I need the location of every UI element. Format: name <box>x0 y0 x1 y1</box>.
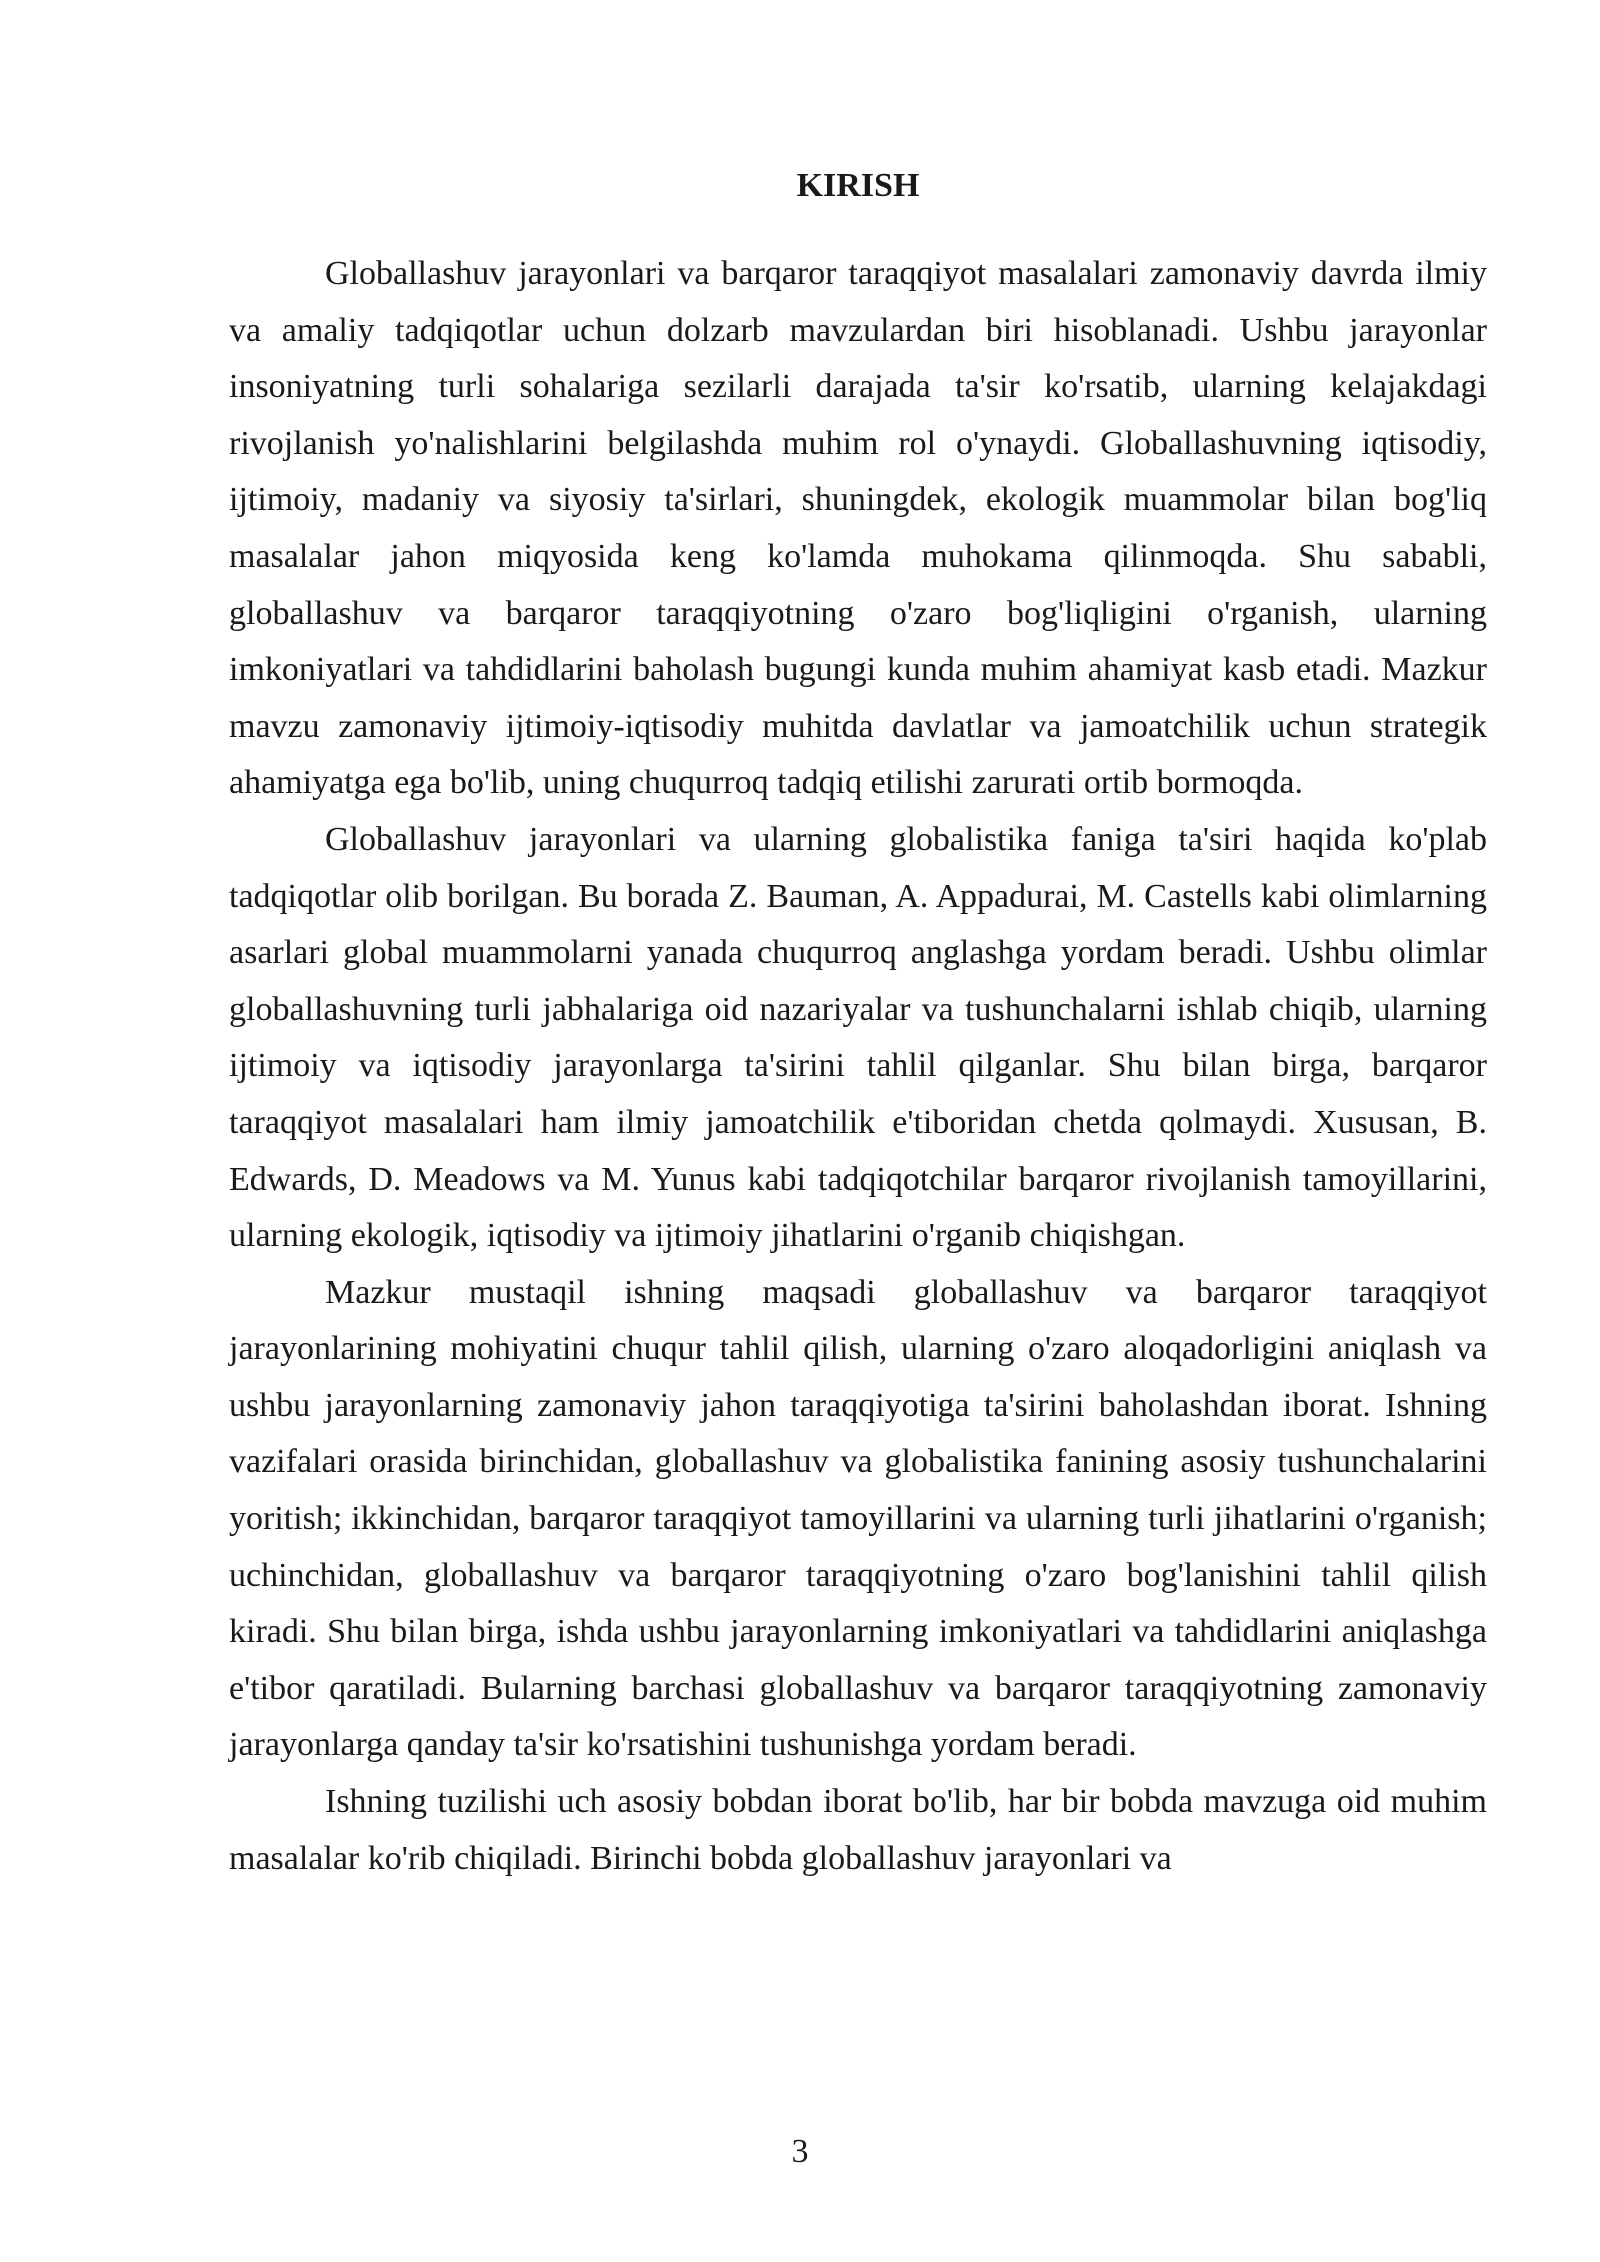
paragraph-structure: Ishning tuzilishi uch asosiy bobdan iborat bo'lib, har bir bobda mavzuga oid muhim masalalar ko'rib chiqiladi. Birinchi bobda globallashuv jarayonlari va <box>229 1783 1487 1877</box>
paragraph-intro: Globallashuv jarayonlari va barqaror taraqqiyot masalalari zamonaviy davrda ilmiy va amaliy tadqiqotlar uchun dolzarb mavzulardan biri hisoblanadi. Ushbu jarayonlar insoniyatning turli sohalariga sezilarli darajada ta'sir ko'rsatib, ularning kelajakdagi rivojlanish yo'nalishlarini belgilashda muhim rol o'ynaydi. Globallashuvning iqtisodiy, ijtimoiy, madaniy va siyosiy ta'sirlari, shuningdek, ekologik muammolar bilan bog'liq masalalar jahon miqyosida keng ko'lamda muhokama qilinmoqda. Shu sababli, globallashuv va barqaror taraqqiyotning o'zaro bog'liqligini o'rganish, ularning imkoniyatlari va tahdidlarini baholash bugungi kunda muhim ahamiyat kasb etadi. Mazkur mavzu zamonaviy ijtimoiy-iqtisodiy muhitda davlatlar va jamoatchilik uchun strategik ahamiyatga ega bo'lib, uning chuqurroq tadqiq etilishi zarurati ortib bormoqda. <box>229 255 1487 802</box>
paragraph-literature: Globallashuv jarayonlari va ularning globalistika faniga ta'siri haqida ko'plab tadqiqotlar olib borilgan. Bu borada Z. Bauman, A. Appadurai, M. Castells kabi olimlarning asarlari global muammolarni yanada chuqurroq anglashga yordam beradi. Ushbu olimlar globallashuvning turli jabhalariga oid nazariyalar va tushunchalarni ishlab chiqib, ularning ijtimoiy va iqtisodiy jarayonlarga ta'sirini tahlil qilganlar. Shu bilan birga, barqaror taraqqiyot masalalari ham ilmiy jamoatchilik e'tiboridan chetda qolmaydi. Xususan, B. Edwards, D. Meadows va M. Yunus kabi tadqiqotchilar barqaror rivojlanish tamoyillarini, ularning ekologik, iqtisodiy va ijtimoiy jihatlarini o'rganib chiqishgan. <box>229 820 1487 1255</box>
page-number: 3 <box>791 2133 809 2170</box>
paragraph-goals: Mazkur mustaqil ishning maqsadi globallashuv va barqaror taraqqiyot jarayonlarining mohiyatini chuqur tahlil qilish, ularning o'zaro aloqadorligini aniqlash va ushbu jarayonlarning zamonaviy jahon taraqqiyotiga ta'sirini baholashdan iborat. Ishning vazifalari orasida birinchidan, globallashuv va globalistika fanining asosiy tushunchalarini yoritish; ikkinchidan, barqaror taraqqiyot tamoyillarini va ularning turli jihatlarini o'rganish; uchinchidan, globallashuv va barqaror taraqqiyotning o'zaro bog'lanishini tahlil qilish kiradi. Shu bilan birga, ishda ushbu jarayonlarning imkoniyatlari va tahdidlarini aniqlashga e'tibor qaratiladi. Bularning barchasi globallashuv va barqaror taraqqiyotning zamonaviy jarayonlarga qanday ta'sir ko'rsatishini tushunishga yordam beradi. <box>229 1273 1487 1764</box>
body-text <box>229 246 1487 1887</box>
section-heading: KIRISH <box>796 167 920 204</box>
